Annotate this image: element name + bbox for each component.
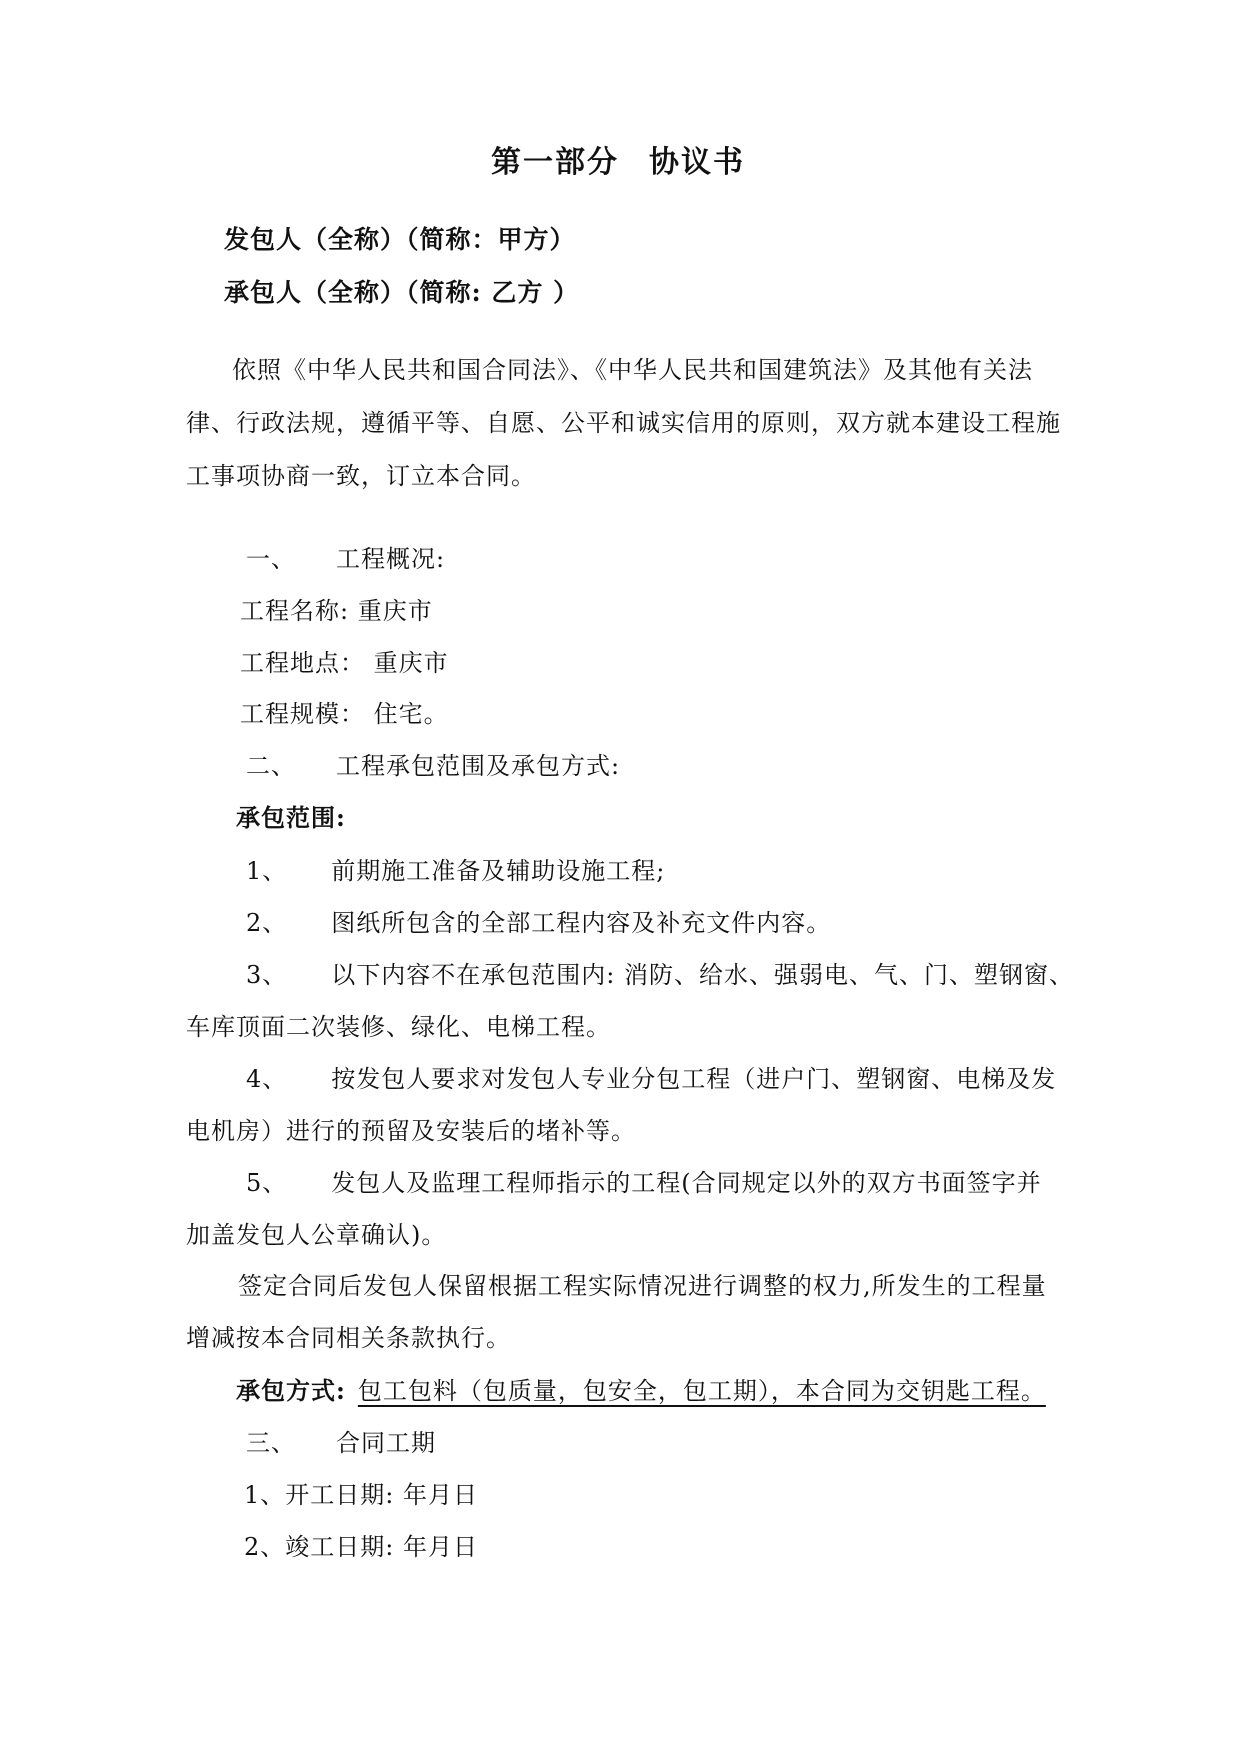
section3-number: 三、 [246, 1429, 296, 1457]
scope-item-number: 1、 [246, 857, 288, 885]
scope-item-number: 5、 [246, 1169, 288, 1197]
scope-item-text: 前期施工准备及辅助设施工程; [331, 857, 666, 885]
scope-item-number: 4、 [246, 1065, 288, 1093]
scope-label: 承包范围: [236, 803, 346, 832]
section1-title: 工程概况: [336, 545, 446, 573]
scope-item-number: 3、 [246, 961, 288, 989]
project-location: 工程地点： 重庆市 [240, 649, 449, 677]
scope-item-text: 图纸所包含的全部工程内容及补充文件内容。 [331, 909, 832, 937]
title-part: 第一部分 [491, 145, 619, 180]
scope-item-3 [246, 960, 1074, 990]
document-title [491, 145, 745, 180]
scope-item-4-continued: 电机房）进行的预留及安装后的堵补等。 [186, 1117, 636, 1145]
section3-title: 合同工期 [336, 1429, 436, 1457]
adjustment-line-2: 增减按本合同相关条款执行。 [186, 1324, 511, 1352]
section2-number: 二、 [246, 752, 296, 780]
intro-line-1: 依照《中华人民共和国合同法》、《中华人民共和国建筑法》及其他有关法 [232, 356, 1033, 384]
scope-item-4 [246, 1064, 1056, 1094]
scope-item-5 [246, 1168, 1042, 1198]
contractor-line: 承包人（全称）（简称: 乙方 ） [224, 278, 580, 307]
method-label: 承包方式: [236, 1376, 346, 1405]
section1-number: 一、 [246, 545, 296, 573]
project-name: 工程名称: 重庆市 [240, 597, 433, 625]
section2-title: 工程承包范围及承包方式: [336, 752, 621, 780]
project-scale: 工程规模： 住宅。 [240, 700, 449, 728]
section3-heading [246, 1428, 436, 1458]
section1-heading [246, 544, 445, 574]
employer-line: 发包人（全称）（简称：甲方） [224, 225, 576, 254]
scope-item-5-continued: 加盖发包人公章确认)。 [186, 1221, 447, 1249]
start-date: 1、开工日期: 年月日 [244, 1481, 478, 1509]
method-text: 包工包料（包质量，包安全，包工期），本合同为交钥匙工程。 [357, 1377, 1046, 1405]
section2-heading [246, 751, 620, 781]
scope-item-text: 以下内容不在承包范围内: 消防、给水、强弱电、气、门、塑钢窗、 [331, 961, 1074, 989]
scope-item-number: 2、 [246, 909, 288, 937]
intro-line-2: 律、行政法规，遵循平等、自愿、公平和诚实信用的原则，双方就本建设工程施 [186, 409, 1061, 437]
scope-item-text: 发包人及监理工程师指示的工程(合同规定以外的双方书面签字并 [331, 1169, 1042, 1197]
scope-item-1 [246, 856, 665, 886]
scope-item-text: 按发包人要求对发包人专业分包工程（进户门、塑钢窗、电梯及发 [331, 1065, 1057, 1093]
scope-item-3-continued: 车库顶面二次装修、绿化、电梯工程。 [186, 1013, 611, 1041]
completion-date: 2、竣工日期: 年月日 [244, 1533, 478, 1561]
title-name: 协议书 [649, 145, 745, 180]
intro-line-3: 工事项协商一致，订立本合同。 [186, 462, 536, 490]
scope-item-2 [246, 908, 831, 938]
adjustment-line-1: 签定合同后发包人保留根据工程实际情况进行调整的权力,所发生的工程量 [238, 1272, 1047, 1300]
contract-method [236, 1376, 1046, 1406]
